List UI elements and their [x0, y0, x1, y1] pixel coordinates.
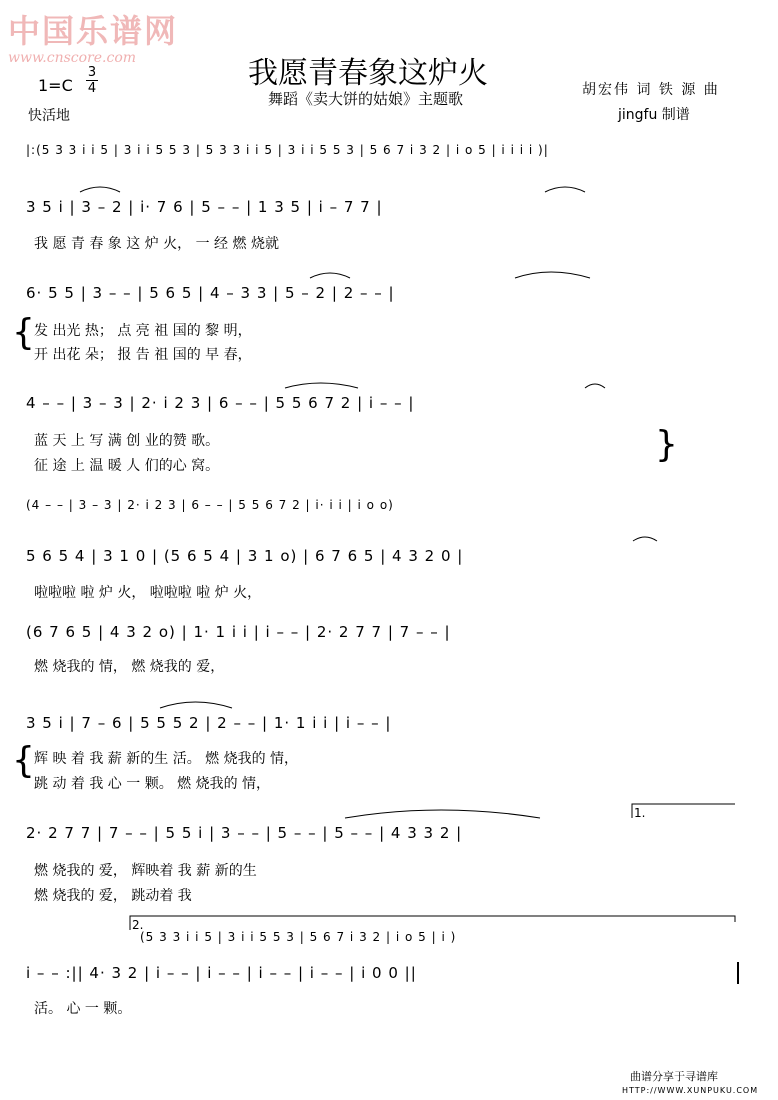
- slur: [160, 702, 232, 708]
- slur: [310, 273, 350, 278]
- notation-line-2: 3 5 i | 3 – 2 | i· 7 6 | 5 – – | 1 3 5 | i – 7 7 |: [26, 198, 383, 216]
- slur: [285, 383, 358, 388]
- notation-line-7: (6 7 6 5 | 4 3 2 o) | 1· 1 i i | i – – | 2· 2 7 7 | 7 – – |: [26, 623, 451, 641]
- watermark-url: www.cnscore.com: [8, 50, 137, 66]
- meter-bottom: 4: [87, 81, 97, 96]
- lyric-line-9a: 燃 烧我的 爱， 辉映着 我 薪 新的生: [34, 863, 257, 879]
- tie: [345, 810, 540, 818]
- tempo-marking: 快活地: [28, 108, 70, 124]
- verse-brace-8: {: [12, 740, 35, 781]
- slur: [80, 187, 120, 192]
- key-signature: 1=C: [38, 76, 73, 95]
- lyric-line-4a: 蓝 天 上 写 满 创 业的赞 歌。: [34, 433, 220, 449]
- notation-line-10: (5 3 3 i i 5 | 3 i i 5 5 3 | 5 6 7 i 3 2 | i o 5 | i ): [140, 930, 457, 944]
- lyric-line-8a: 辉 映 着 我 薪 新的生 活。 燃 烧我的 情，: [34, 751, 299, 767]
- verse-brace-4: }: [655, 424, 678, 465]
- lyric-line-3a: 发 出光 热； 点 亮 祖 国的 黎 明，: [34, 323, 252, 339]
- lyric-line-6a: 啦啦啦 啦 炉 火， 啦啦啦 啦 炉 火，: [34, 585, 262, 601]
- notation-line-3: 6· 5 5 | 3 – – | 5 6 5 | 4 – 3 3 | 5 – 2 | 2 – – |: [26, 284, 395, 302]
- footer-source: 曲谱分享于寻谱库: [630, 1070, 718, 1083]
- slur: [585, 384, 605, 388]
- second-ending-mark: 2.: [132, 918, 144, 932]
- notation-line-6: 5 6 5 4 | 3 1 0 | (5 6 5 4 | 3 1 o) | 6 7 6 5 | 4 3 2 0 |: [26, 547, 464, 565]
- lyric-line-9b: 燃 烧我的 爱， 跳动着 我: [34, 888, 192, 904]
- slur: [515, 272, 590, 278]
- verse-brace-3: {: [12, 312, 35, 353]
- arranger-credit: jingfu 制谱: [618, 107, 690, 123]
- lyric-line-3b: 开 出花 朵； 报 告 祖 国的 早 春，: [34, 347, 252, 363]
- lyric-line-4b: 征 途 上 温 暖 人 们的心 窝。: [34, 458, 220, 474]
- lyric-line-7a: 燃 烧我的 情， 燃 烧我的 爱，: [34, 659, 225, 675]
- notation-line-8: 3 5 i | 7 – 6 | 5 5 5 2 | 2 – – | 1· 1 i i | i – – |: [26, 714, 392, 732]
- slur: [633, 537, 657, 541]
- notation-line-1: |:(5 3 3 i i 5 | 3 i i 5 5 3 | 5 3 3 i i 5 | 3 i i 5 5 3 | 5 6 7 i 3 2 | i o 5 | i i i i )|: [26, 143, 549, 157]
- first-ending-bracket: [632, 804, 735, 818]
- watermark-logo: 中国乐谱网: [8, 12, 179, 50]
- notation-line-11: i – – :|| 4· 3 2 | i – – | i – – | i – – | i – – | i 0 0 ||: [26, 964, 417, 982]
- slur: [545, 187, 585, 192]
- footer-url: HTTP://WWW.XUNPUKU.COM: [622, 1086, 759, 1095]
- song-title: 我愿青春象这炉火: [248, 56, 488, 91]
- lyric-line-2a: 我 愿 青 春 象 这 炉 火， 一 经 燃 烧就: [34, 236, 279, 252]
- credits: 胡宏伟 词 铁 源 曲: [582, 82, 720, 98]
- second-ending-bracket: [130, 916, 735, 930]
- lyric-line-8b: 跳 动 着 我 心 一 颗。 燃 烧我的 情，: [34, 776, 271, 792]
- notation-line-9: 2· 2 7 7 | 7 – – | 5 5 i | 3 – – | 5 – – | 5 – – | 4 3 3 2 |: [26, 824, 463, 842]
- notation-line-5: (4 – – | 3 – 3 | 2· i 2 3 | 6 – – | 5 5 6 7 2 | i· i i | i o o): [26, 498, 394, 512]
- lyric-line-11a: 活。 心 一 颗。: [34, 1001, 132, 1017]
- meter-top: 3: [87, 65, 97, 80]
- first-ending-mark: 1.: [634, 806, 646, 820]
- song-subtitle: 舞蹈《卖大饼的姑娘》主题歌: [268, 90, 464, 108]
- notation-line-4: 4 – – | 3 – 3 | 2· i 2 3 | 6 – – | 5 5 6 7 2 | i – – |: [26, 394, 415, 412]
